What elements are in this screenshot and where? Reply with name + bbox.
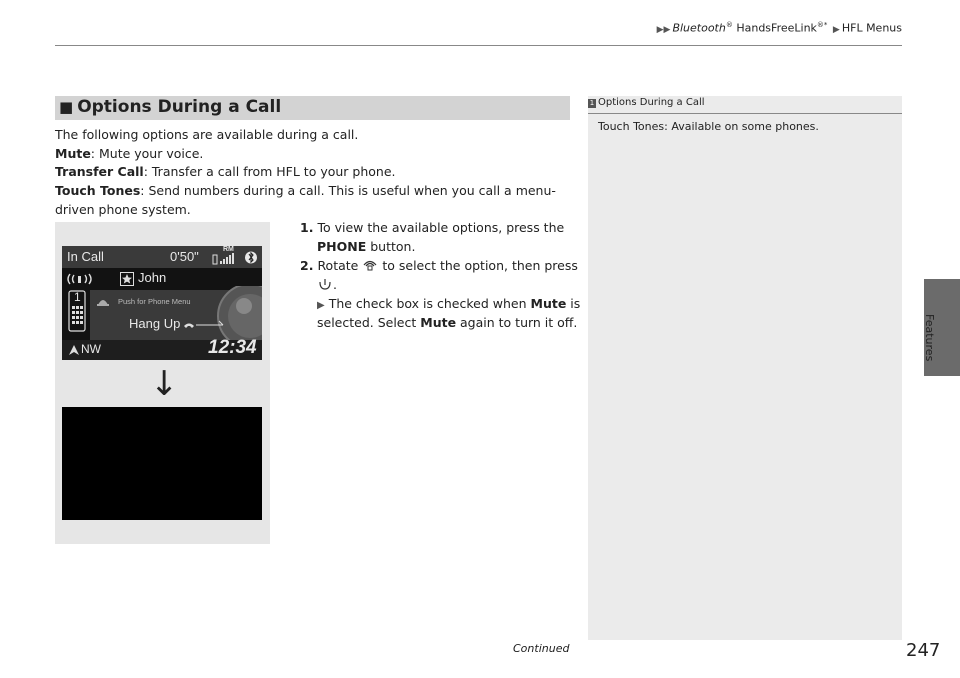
note-text: selected. Select — [317, 315, 421, 330]
transfer-term: Transfer Call — [55, 164, 144, 179]
chapter-tab-label: Features — [923, 314, 936, 362]
step-2-cont — [317, 277, 337, 292]
touch-tones-term: Touch Tones — [55, 183, 141, 198]
header-divider — [55, 45, 902, 46]
phone-menu-hint: Push for Phone Menu — [118, 297, 191, 306]
selector-knob-icon — [362, 259, 378, 271]
signal-status-icon — [212, 249, 260, 266]
touch-desc-text: : Send numbers during a call. This is useful when you call a menu- — [140, 183, 556, 198]
page-number: 247 — [906, 640, 941, 661]
sidebar-divider — [588, 113, 902, 114]
sidebar-text: Touch Tones: Available on some phones. — [598, 120, 819, 133]
contact-name: John — [138, 270, 167, 285]
continued-label: Continued — [513, 642, 570, 655]
phone-button-term: PHONE — [317, 239, 367, 254]
section-title — [59, 97, 281, 117]
asterisk-mark: * — [823, 21, 828, 29]
mute-description — [55, 146, 203, 161]
compass-arrow-icon — [69, 345, 79, 355]
touch-tones-description-cont: driven phone system. — [55, 202, 191, 217]
hang-up-icon — [183, 320, 227, 330]
breadcrumb-handsfreelink: HandsFreeLink — [732, 21, 817, 35]
transfer-desc-text: : Transfer a call from HFL to your phone. — [143, 164, 396, 179]
step-text: Rotate — [317, 258, 359, 273]
mute-term: Mute — [55, 146, 91, 161]
mute-desc-text: : Mute your voice. — [90, 146, 204, 161]
note-text: again to turn it off. — [456, 315, 578, 330]
registered-mark: ® — [725, 21, 733, 29]
keypad-digit: 1 — [74, 290, 81, 304]
transfer-description — [55, 164, 396, 179]
step-1-cont — [317, 239, 415, 254]
step-text: . — [333, 277, 337, 292]
registered-mark: ® — [816, 21, 824, 29]
compass-heading: NW — [81, 342, 101, 356]
mute-term: Mute — [530, 296, 567, 311]
reference-badge: 1 — [589, 99, 595, 107]
step-text: to select the option, then press — [382, 258, 578, 273]
breadcrumb — [512, 21, 902, 35]
screen-title: In Call — [67, 249, 104, 264]
step-2-note-cont — [317, 315, 577, 330]
note-text: is — [566, 296, 581, 311]
mute-term: Mute — [420, 315, 457, 330]
screen-clock: 12:34 — [208, 337, 257, 358]
step-1 — [300, 220, 564, 235]
section-title-text: Options During a Call — [77, 97, 282, 117]
breadcrumb-hfl-menus: HFL Menus — [841, 21, 902, 35]
call-timer: 0'50" — [170, 249, 199, 264]
voice-signal-icon — [66, 272, 102, 286]
contact-star-icon — [120, 272, 134, 286]
down-arrow-icon: ↓ — [150, 364, 179, 404]
square-bullet-icon: ■ — [59, 98, 74, 116]
breadcrumb-bluetooth: Bluetooth — [672, 21, 726, 35]
note-text: The check box is checked when — [328, 296, 531, 311]
intro-text: The following options are available during a call. — [55, 127, 359, 142]
sidebar-heading — [588, 97, 705, 108]
step-number: 2. — [300, 258, 314, 273]
step-text: To view the available options, press the — [317, 220, 565, 235]
step-2-note — [317, 296, 580, 311]
sidebar-heading-text: Options During a Call — [598, 97, 705, 108]
breadcrumb-arrow-icon: ▶▶ — [656, 24, 671, 35]
options-screen-blank — [62, 407, 262, 520]
breadcrumb-arrow-icon: ▶ — [832, 24, 840, 35]
sidebar-note — [588, 96, 902, 640]
note-arrow-icon: ▶ — [317, 300, 325, 311]
step-2 — [300, 258, 578, 273]
press-knob-icon — [317, 278, 333, 290]
touch-tones-description — [55, 183, 556, 198]
step-number: 1. — [300, 220, 314, 235]
hfp-indicator: RM — [223, 246, 234, 253]
phone-menu-icon — [95, 293, 111, 307]
in-call-screen — [62, 246, 262, 360]
step-text: button. — [366, 239, 416, 254]
hang-up-option: Hang Up — [129, 316, 181, 331]
